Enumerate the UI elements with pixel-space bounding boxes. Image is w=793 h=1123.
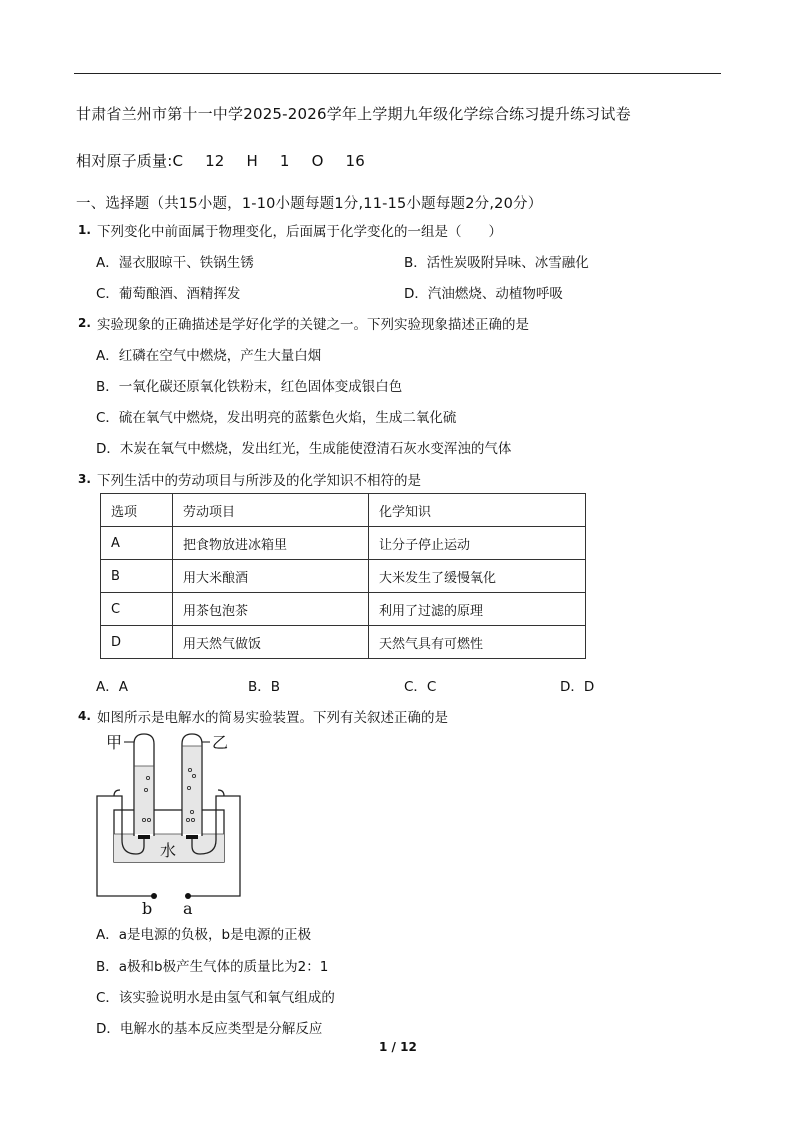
electrode-left [138, 835, 150, 839]
q3-option-d: D．D [560, 679, 595, 695]
q1-option-d: D．汽油燃烧、动植物呼吸 [404, 286, 563, 302]
electrode-right [186, 835, 198, 839]
atomic-mass-line: 相对原子质量:C 12 H 1 O 16 [76, 152, 366, 170]
q4-number: 4. [78, 709, 91, 723]
q3-option-c: C．C [404, 679, 437, 695]
label-b: b [142, 899, 153, 918]
q3-table [100, 493, 586, 659]
table-cell: 大米发生了缓慢氧化 [369, 560, 586, 593]
label-jia: 甲 [106, 733, 123, 752]
q1-number: 1. [78, 223, 91, 237]
table-cell: C [101, 593, 173, 626]
q4-stem: 如图所示是电解水的简易实验装置。下列有关叙述正确的是 [97, 710, 448, 726]
q2-option-c: C．硫在氧气中燃烧，发出明亮的蓝紫色火焰，生成二氧化硫 [96, 410, 457, 426]
q4-option-b: B．a极和b极产生气体的质量比为2：1 [96, 959, 329, 975]
label-a: a [183, 899, 193, 918]
exam-title: 甘肃省兰州市第十一中学2025-2026学年上学期九年级化学综合练习提升练习试卷 [76, 105, 631, 123]
table-header-cell: 化学知识 [369, 494, 586, 527]
table-row [101, 560, 586, 593]
q2-stem: 实验现象的正确描述是学好化学的关键之一。下列实验现象描述正确的是 [97, 317, 529, 333]
table-cell: B [101, 560, 173, 593]
table-header-row [101, 494, 586, 527]
section-heading: 一、选择题（共15小题，1-10小题每题1分,11-15小题每题2分,20分） [76, 196, 543, 212]
q1-option-c: C．葡萄酿酒、酒精挥发 [96, 286, 241, 302]
table-cell: 用天然气做饭 [173, 626, 369, 659]
header-rule [74, 73, 721, 74]
q2-number: 2. [78, 316, 91, 330]
table-header-cell: 劳动项目 [173, 494, 369, 527]
table-cell: D [101, 626, 173, 659]
table-row [101, 593, 586, 626]
table-row [101, 626, 586, 659]
q2-option-d: D．木炭在氧气中燃烧，发出红光，生成能使澄清石灰水变浑浊的气体 [96, 441, 512, 457]
table-cell: 把食物放进冰箱里 [173, 527, 369, 560]
label-water: 水 [160, 841, 177, 860]
electrolysis-figure [92, 728, 252, 918]
q3-stem: 下列生活中的劳动项目与所涉及的化学知识不相符的是 [97, 473, 421, 489]
q1-option-a: A．湿衣服晾干、铁锅生锈 [96, 255, 254, 271]
table-header-cell: 选项 [101, 494, 173, 527]
label-yi: 乙 [212, 733, 229, 752]
q4-option-a: A．a是电源的负极，b是电源的正极 [96, 927, 312, 943]
page-number: 1 / 12 [379, 1040, 417, 1054]
q4-option-c: C．该实验说明水是由氢气和氧气组成的 [96, 990, 335, 1006]
table-cell: 天然气具有可燃性 [369, 626, 586, 659]
table-cell: 让分子停止运动 [369, 527, 586, 560]
table-cell: 用茶包泡茶 [173, 593, 369, 626]
q4-option-d: D．电解水的基本反应类型是分解反应 [96, 1021, 323, 1037]
table-cell: 用大米酿酒 [173, 560, 369, 593]
table-row [101, 527, 586, 560]
q3-option-a: A．A [96, 679, 128, 695]
q2-option-a: A．红磷在空气中燃烧，产生大量白烟 [96, 348, 322, 364]
table-cell: A [101, 527, 173, 560]
q3-option-b: B．B [248, 679, 281, 695]
q1-option-b: B．活性炭吸附异味、冰雪融化 [404, 255, 589, 271]
q3-number: 3. [78, 472, 91, 486]
q1-stem: 下列变化中前面属于物理变化，后面属于化学变化的一组是（ ） [97, 224, 502, 240]
q2-option-b: B．一氧化碳还原氧化铁粉末，红色固体变成银白色 [96, 379, 403, 395]
table-cell: 利用了过滤的原理 [369, 593, 586, 626]
